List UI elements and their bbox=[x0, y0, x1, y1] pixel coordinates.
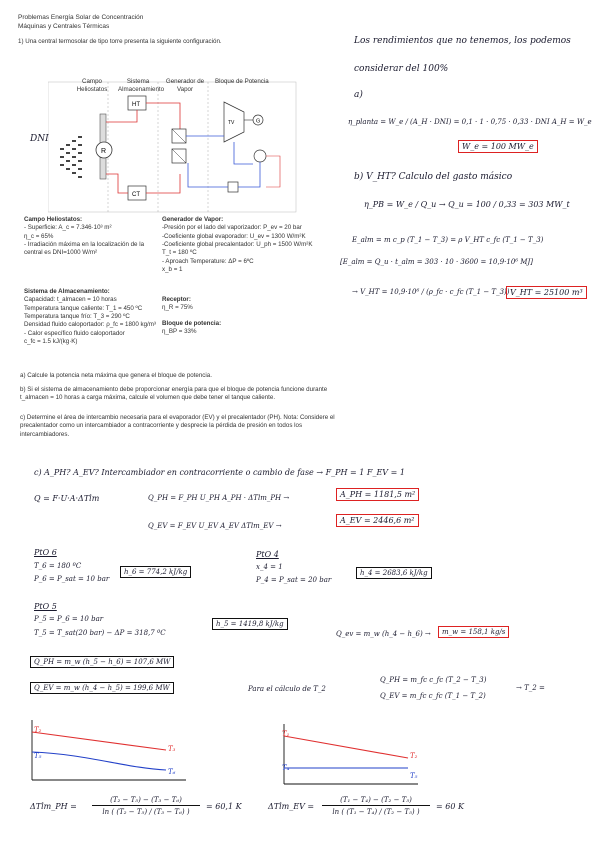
result-h4: h_4 = 2683,6 kJ/kg bbox=[356, 567, 432, 579]
diagram-label-generador: Generador de Vapor bbox=[165, 78, 205, 94]
point-5-t: T_5 = T_sat(20 bar) − ΔP = 318,7 ºC bbox=[34, 629, 166, 637]
alm-line: Temperatura tanque caliente: T_1 = 450 ºC bbox=[24, 304, 143, 312]
point-6-t: T_6 = 180 ºC bbox=[34, 562, 82, 570]
bp-title: Bloque de potencia: bbox=[162, 320, 222, 327]
note-ealm: E_alm = m c_p (T_1 − T_3) = ρ V_HT c_fc (T_1 − T_3) bbox=[352, 236, 544, 244]
tv-label: TV bbox=[228, 120, 235, 126]
lmtd-ph-numerator: (T₂ − T₅) − (T₃ − T₆) bbox=[92, 796, 200, 806]
question-b: b) Si el sistema de almacenamiento debe proporcionar energía para que el bloque de potencia funcione durante t_almacen = 10 horas a carga máxima, calcule el volumen que debe tener el tanque caliente. bbox=[20, 386, 328, 402]
result-aph: A_PH = 1181,5 m² bbox=[336, 488, 419, 501]
dni-annotation: DNI bbox=[30, 134, 49, 144]
point-4-p: P_4 = P_sat = 20 bar bbox=[256, 576, 332, 584]
diagram-label-campo: Campo Heliostatos bbox=[76, 78, 108, 94]
note-ealm-value: [E_alm = Q_u · t_alm = 303 · 10 · 3600 = 10,9·10⁶ MJ] bbox=[340, 258, 534, 266]
note-line: considerar del 100% bbox=[354, 64, 449, 74]
doc-title: Problemas Energía Solar de Concentración bbox=[18, 14, 144, 21]
sketch1-label-t6: T₆ bbox=[168, 768, 176, 776]
lmtd-ph-result: = 60,1 K bbox=[206, 802, 242, 811]
campo-line: - Superficie: A_c = 7.346·10³ m² bbox=[24, 224, 112, 232]
bloque-potencia-block bbox=[162, 320, 221, 337]
alm-line: c_fc = 1.5 kJ/(kg·K) bbox=[24, 338, 78, 346]
note-t2-qev: Q_EV = m_fc c_fc (T_1 − T_2) bbox=[380, 692, 486, 700]
gen-line: -Coeficiente global evaporador: U_ev = 1300 W/m²K bbox=[162, 232, 306, 240]
campo-line: - Irradiación máxima en la localización de la bbox=[24, 241, 145, 249]
point-6-p: P_6 = P_sat = 10 bar bbox=[34, 575, 110, 583]
campo-line: central es DNI=1000 W/m² bbox=[24, 249, 98, 257]
rec-line: η_R = 75% bbox=[162, 304, 193, 312]
gen-line: -Coeficiente global precalentador: U_ph = 1500 W/m²K bbox=[162, 241, 313, 249]
campo-line: η_c = 65% bbox=[24, 232, 54, 240]
point-6-title: PtO 6 bbox=[34, 548, 57, 557]
note-q-formula: Q = F·U·A·ΔTlm bbox=[34, 494, 100, 503]
alm-line: Capacidad: t_almacen = 10 horas bbox=[24, 296, 117, 304]
diagram-label-sistema: Sistema Almacenamiento bbox=[118, 78, 165, 94]
alm-line: Densidad fluido caloportador: ρ_fc = 1800 kg/m³ bbox=[24, 321, 156, 329]
gen-line: - Aproach Temperature: ΔP = 6ºC bbox=[162, 257, 254, 265]
campo-block bbox=[24, 216, 149, 258]
sketch2-label-t1: T₁ bbox=[282, 730, 290, 738]
alm-title: Sistema de Almacenamiento: bbox=[24, 288, 110, 295]
gen-line: T_t = 180 ºC bbox=[162, 249, 197, 257]
result-aev: A_EV = 2446,6 m² bbox=[336, 514, 419, 527]
result-h5: h_5 = 1419,8 kJ/kg bbox=[212, 618, 288, 630]
note-c-intro: c) A_PH? A_EV? Intercambiador en contracorriente o cambio de fase → F_PH = 1 F_EV = 1 bbox=[34, 468, 405, 477]
note-line: Los rendimientos que no tenemos, los podemos bbox=[354, 36, 571, 46]
plant-diagram bbox=[48, 74, 298, 214]
lmtd-ev-denominator: ln ( (T₁ − T₄) / (T₂ − T₅) ) bbox=[332, 808, 420, 816]
problem-intro: 1) Una central termosolar de tipo torre presenta la siguiente configuración. bbox=[18, 38, 222, 45]
lmtd-ph-fraction bbox=[92, 796, 200, 816]
sketch2-label-t4: T₄ bbox=[282, 764, 290, 772]
g-label: G bbox=[256, 118, 261, 125]
result-qev: Q_EV = m_w (h_4 − h_5) = 199,6 MW bbox=[30, 682, 174, 694]
result-we: W_e = 100 MW_e bbox=[458, 140, 538, 153]
note-eta-pb: η_PB = W_e / Q_u → Q_u = 100 / 0,33 = 303 MW_t bbox=[364, 200, 570, 209]
sketch2-label-t2: T₂ bbox=[410, 752, 418, 760]
point-5-p: P_5 = P_6 = 10 bar bbox=[34, 615, 104, 623]
note-line: b) V_HT? Calculo del gasto másico bbox=[354, 172, 513, 182]
sketch1-label-t5: T₅ bbox=[34, 752, 42, 760]
receiver-label: R bbox=[101, 148, 107, 155]
note-qev: Q_EV = F_EV U_EV A_EV ΔTlm_EV → bbox=[148, 522, 282, 530]
sketch1-label-t2: T₂ bbox=[34, 726, 42, 734]
ct-label: CT bbox=[132, 192, 140, 198]
lmtd-ph-label: ΔTlm_PH = bbox=[30, 802, 77, 811]
question-a: a) Calcule la potencia neta máxima que genera el bloque de potencia. bbox=[20, 372, 212, 379]
note-t2-qph: Q_PH = m_fc c_fc (T_2 − T_3) bbox=[380, 676, 487, 684]
lmtd-ev-numerator: (T₁ − T₄) − (T₂ − T₅) bbox=[322, 796, 430, 806]
lmtd-ev-label: ΔTlm_EV = bbox=[268, 802, 315, 811]
rec-title: Receptor: bbox=[162, 296, 191, 303]
almacenamiento-block bbox=[24, 288, 164, 347]
question-c: c) Determine el área de intercambio necesaria para el evaporador (EV) y el precalentador (PH). Nota: Considere el precalentador como un intercambiador a contracorriente y desprecie la pérdida de presión en todos los intercambiadores. bbox=[20, 414, 335, 438]
note-qph: Q_PH = F_PH U_PH A_PH · ΔTlm_PH → bbox=[148, 494, 290, 502]
bp-line: η_BP = 33% bbox=[162, 328, 197, 336]
point-5-title: PtO 5 bbox=[34, 602, 57, 611]
alm-line: - Calor específico fluido caloportador bbox=[24, 329, 125, 337]
gen-line: x_b = 1 bbox=[162, 266, 183, 274]
lmtd-ph-denominator: ln ( (T₂ − T₅) / (T₃ − T₆) ) bbox=[102, 808, 190, 816]
result-vht: V_HT = 25100 m³ bbox=[506, 286, 587, 299]
gen-line: -Presión por el lado del vaporizador: P_ev = 20 bar bbox=[162, 224, 302, 232]
result-mw: m_w = 158,1 kg/s bbox=[438, 626, 509, 638]
sketch1-label-t3: T₃ bbox=[168, 745, 176, 753]
generador-block bbox=[162, 216, 337, 275]
lmtd-ev-fraction bbox=[322, 796, 430, 816]
ev-temperature-sketch bbox=[278, 722, 428, 788]
result-qph: Q_PH = m_w (h_5 − h_6) = 107,6 MW bbox=[30, 656, 174, 668]
ht-label: HT bbox=[132, 102, 140, 108]
receptor-block bbox=[162, 296, 193, 313]
diagram-label-bloque: Bloque de Potencia bbox=[215, 78, 269, 85]
note-t2-result: → T_2 = bbox=[516, 684, 545, 692]
note-vht: → V_HT = 10,9·10⁶ / (ρ_fc · c_fc (T_1 − T_3)) bbox=[352, 288, 510, 296]
sketch2-label-t5: T₅ bbox=[410, 772, 418, 780]
alm-line: Temperatura tanque frío: T_3 = 290 ºC bbox=[24, 313, 130, 321]
result-h6: h_6 = 774,2 kJ/kg bbox=[120, 566, 191, 578]
point-4-title: PtO 4 bbox=[256, 550, 279, 559]
note-mass-flow: Q_ev = m_w (h_4 − h_6) → bbox=[336, 630, 431, 638]
point-4-x: x_4 = 1 bbox=[256, 563, 283, 571]
note-line: a) bbox=[354, 90, 363, 100]
campo-title: Campo Heliostatos: bbox=[24, 216, 83, 223]
note-t2-intro: Para el cálculo de T_2 bbox=[248, 685, 326, 693]
lmtd-ev-result: = 60 K bbox=[436, 802, 464, 811]
doc-subtitle: Máquinas y Centrales Térmicas bbox=[18, 23, 110, 30]
gen-title: Generador de Vapor: bbox=[162, 216, 224, 223]
note-eta-planta: η_planta = W_e / (A_H · DNI) = 0,1 · 1 · 0,75 · 0,33 · DNI A_H = W_e bbox=[348, 118, 592, 126]
